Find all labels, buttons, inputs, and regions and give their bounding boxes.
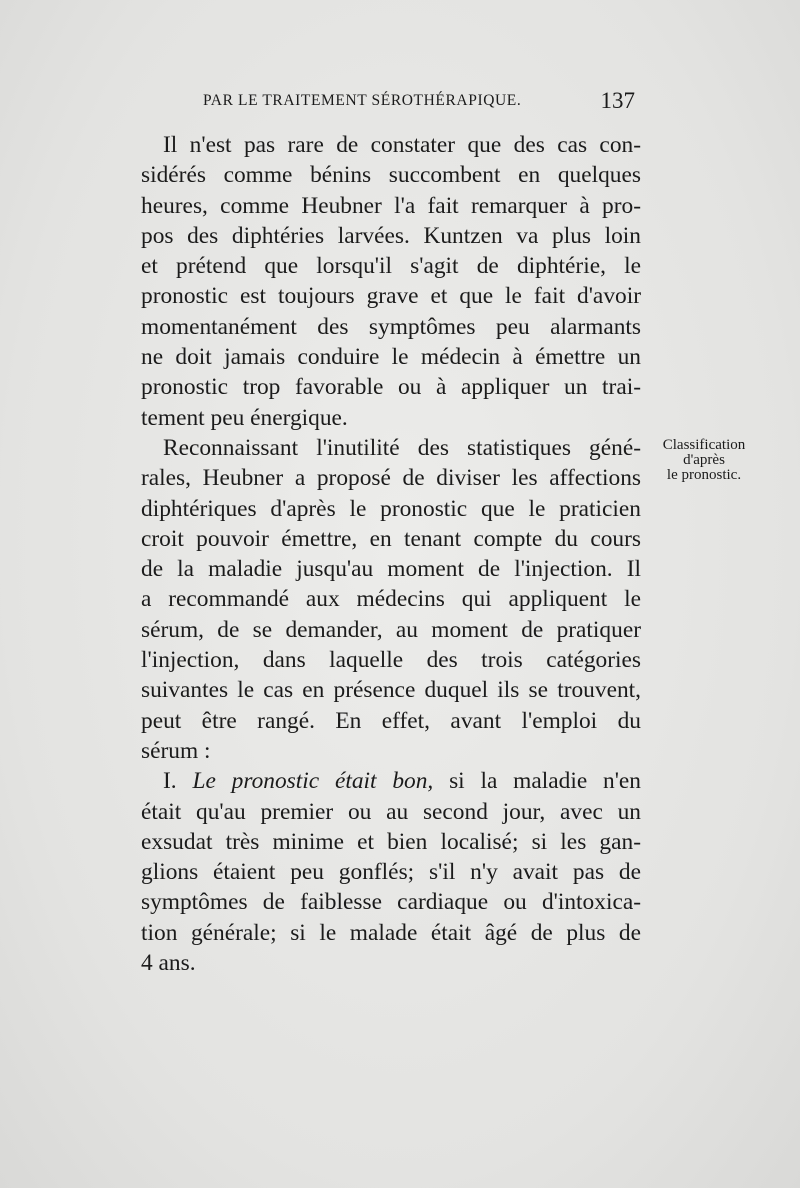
- text-line: était qu'au premier ou au second jour, avec un: [141, 798, 641, 825]
- text-line: diphtériques d'après le pronostic que le praticien: [141, 495, 641, 522]
- margin-note-line: le pronostic.: [666, 467, 742, 483]
- text-line: heures, comme Heubner l'a fait remarquer à pro-: [141, 192, 641, 219]
- text-line: tion générale; si le malade était âgé de plus de: [141, 919, 641, 946]
- text-line: Reconnaissant l'inutilité des statistiques géné-: [163, 434, 641, 461]
- text-line-numbered: [141, 766, 641, 796]
- text-line: et prétend que lorsqu'il s'agit de diphtérie, le: [141, 253, 641, 280]
- running-title: PAR LE TRAITEMENT SÉROTHÉRAPIQUE.: [203, 92, 522, 109]
- text-line: momentanément des symptômes peu alarmants: [141, 313, 641, 340]
- text-line: Il n'est pas rare de constater que des cas con-: [163, 132, 641, 158]
- running-head: [203, 88, 645, 120]
- text-line: de la maladie jusqu'au moment de l'injection. Il: [141, 556, 641, 583]
- text-line: tement peu énergique.: [141, 404, 348, 431]
- text-run: si la maladie n'en: [449, 768, 641, 795]
- text-line: glions étaient peu gonflés; s'il n'y avait pas de: [141, 859, 641, 886]
- list-numeral: I.: [163, 768, 177, 795]
- text-line: ne doit jamais conduire le médecin à émettre un: [141, 344, 641, 371]
- text-line: pronostic trop favorable ou à appliquer un trai-: [141, 374, 641, 401]
- text-line: suivantes le cas en présence duquel ils se trouvent,: [141, 677, 641, 704]
- text-line: sidérés comme bénins succombent en quelques: [141, 162, 641, 189]
- text-line: rales, Heubner a proposé de diviser les affections: [141, 465, 641, 492]
- body-text: [141, 130, 641, 978]
- text-line: symptômes de faiblesse cardiaque ou d'intoxica-: [141, 889, 641, 916]
- text-line: croit pouvoir émettre, en tenant compte du cours: [141, 525, 641, 552]
- italic-phrase: Le pronostic était bon,: [192, 768, 434, 795]
- text-line: sérum, de se demander, au moment de pratiquer: [141, 616, 641, 643]
- margin-note-line: Classification: [662, 437, 746, 453]
- text-line: 4 ans.: [141, 950, 196, 977]
- text-line: pronostic est toujours grave et que le fait d'avoir: [141, 283, 641, 310]
- text-line: exsudat très minime et bien localisé; si les gan-: [141, 828, 641, 855]
- text-line: l'injection, dans laquelle des trois catégories: [141, 647, 641, 674]
- text-line: a recommandé aux médecins qui appliquent le: [141, 586, 641, 613]
- margin-note-line: d'après: [683, 452, 725, 468]
- text-line: sérum :: [141, 737, 211, 764]
- text-line: peut être rangé. En effet, avant l'emploi du: [141, 707, 641, 734]
- text-line: pos des diphtéries larvées. Kuntzen va plus loin: [141, 222, 641, 249]
- margin-note: [648, 438, 760, 483]
- page-number: 137: [600, 88, 635, 113]
